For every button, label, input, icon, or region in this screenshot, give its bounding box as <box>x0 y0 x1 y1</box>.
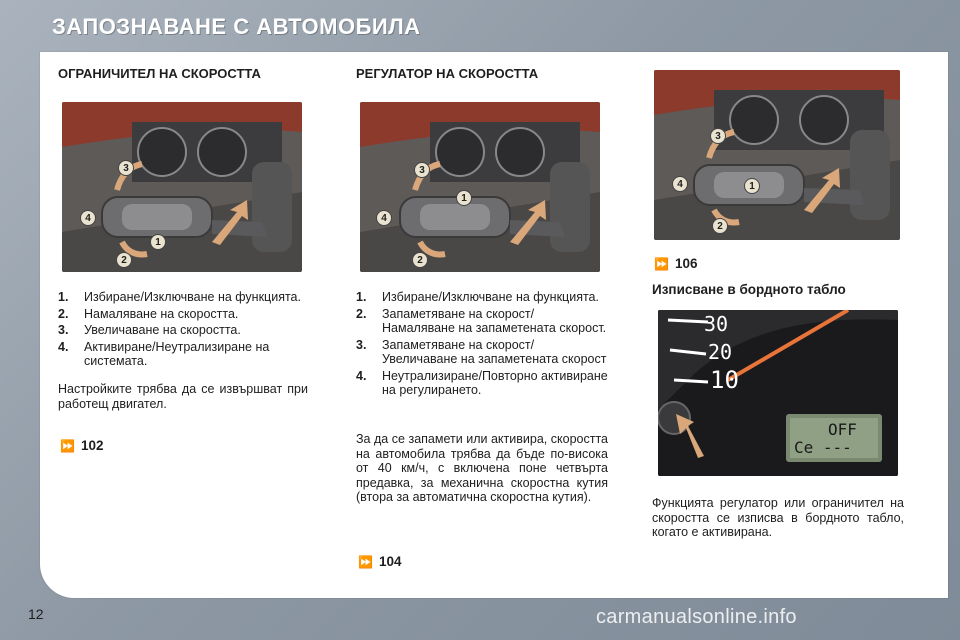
list-item: 1. Избиране/Изключване на функцията. <box>356 290 599 304</box>
limiter-stalk-image <box>62 102 302 272</box>
limiter-note: Настройките трябва да се извършват при работещ двигател. <box>58 382 308 411</box>
list-item: 3. Запаметяване на скорост/ Увеличаване на запаметената скорост <box>356 337 607 366</box>
page-title: ЗАПОЗНАВАНЕ С АВТОМОБИЛА <box>52 14 421 39</box>
cruise-ref-page: 104 <box>378 554 402 569</box>
cruise-note: За да се запамети или активира, скоростта на автомобила трябва да бъде по-висока от 40 км/ч, с включена поне четвърта предавка, за механична скоростна кутия (втора за автоматична скоростна кутия). <box>356 432 608 504</box>
limiter-list <box>58 290 308 371</box>
gauge-label-30: 30 <box>704 312 729 336</box>
display-ref-page: 106 <box>674 256 698 271</box>
cruise-callout-1: 1 <box>456 190 472 206</box>
cruise-stalk-image <box>360 102 600 272</box>
display-callout-3: 3 <box>710 128 726 144</box>
limiter-callout-3: 3 <box>118 160 134 176</box>
lcd-line-2: Ce --- <box>794 438 852 457</box>
display-stalk-image <box>654 70 900 240</box>
limiter-callout-2: 2 <box>116 252 132 268</box>
cruise-callout-2: 2 <box>412 252 428 268</box>
cruise-list <box>356 290 608 400</box>
list-item: 1. Избиране/Изключване на функцията. <box>58 290 301 304</box>
display-callout-4: 4 <box>672 176 688 192</box>
display-callout-2: 2 <box>712 218 728 234</box>
limiter-heading: ОГРАНИЧИТЕЛ НА СКОРОСТТА <box>58 66 261 81</box>
list-item: 4. Активиране/Неутрализиране на системата. <box>58 339 270 368</box>
cruise-heading: РЕГУЛАТОР НА СКОРОСТТА <box>356 66 539 81</box>
gauge-label-10: 10 <box>710 366 739 394</box>
list-item: 2. Запаметяване на скорост/ Намаляване на запаметената скорост. <box>356 306 607 335</box>
limiter-ref-page: 102 <box>80 438 104 453</box>
page-number: 12 <box>28 606 44 622</box>
display-ref-link[interactable] <box>654 256 697 271</box>
display-callout-1: 1 <box>744 178 760 194</box>
list-item: 2. Намаляване на скоростта. <box>58 306 239 321</box>
display-note: Функцията регулатор или ограничител на скоростта се изписва в бордното табло, когато е активирана. <box>652 496 904 539</box>
limiter-callout-1: 1 <box>150 234 166 250</box>
fast-forward-icon: ⏩ <box>60 438 75 453</box>
limiter-ref-link[interactable] <box>60 438 103 453</box>
lcd-line-1: OFF <box>828 420 857 439</box>
limiter-callout-4: 4 <box>80 210 96 226</box>
cruise-callout-4: 4 <box>376 210 392 226</box>
watermark: carmanualsonline.info <box>596 606 797 628</box>
fast-forward-icon: ⏩ <box>358 554 373 569</box>
cruise-callout-3: 3 <box>414 162 430 178</box>
list-item: 4. Неутрализиране/Повторно активиране на регулирането. <box>356 368 608 397</box>
dashboard-display-image <box>658 310 898 476</box>
cruise-ref-link[interactable] <box>358 554 401 569</box>
gauge-label-20: 20 <box>708 340 733 364</box>
display-heading: Изписване в бордното табло <box>652 282 846 297</box>
list-item: 3. Увеличаване на скоростта. <box>58 323 241 337</box>
fast-forward-icon: ⏩ <box>654 256 669 271</box>
